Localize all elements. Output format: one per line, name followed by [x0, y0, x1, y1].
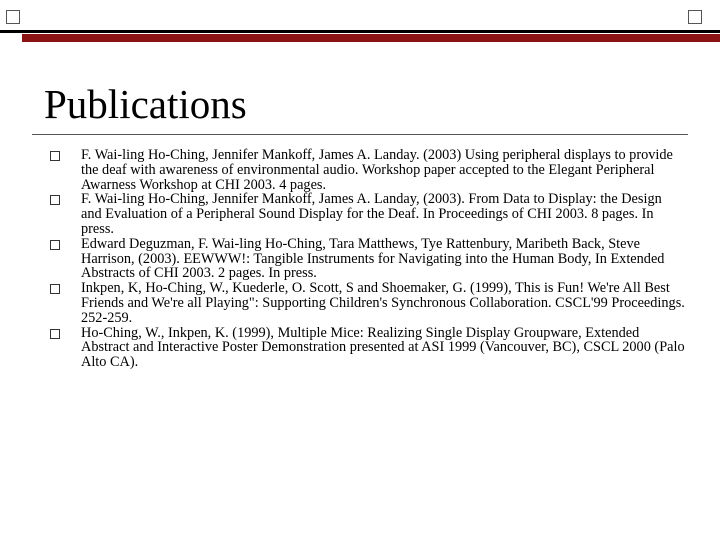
header-band	[0, 0, 720, 44]
accent-bar	[22, 34, 720, 42]
square-bullet-icon	[50, 329, 60, 339]
square-bullet-icon	[50, 240, 60, 250]
square-bullet-icon	[50, 195, 60, 205]
list-item	[0, 237, 685, 281]
list-item	[0, 148, 685, 192]
top-divider-line	[0, 30, 720, 33]
publication-text: Ho-Ching, W., Inkpen, K. (1999), Multiple Mice: Realizing Single Display Groupware, Extended Abstract and Interactive Poster Demonstration presented at ASI 1999 (Vancouver, BC), CSCL 2000 (Palo Alto CA).	[81, 324, 685, 371]
list-item	[0, 281, 685, 325]
slide-title: Publications	[44, 81, 247, 127]
corner-square-icon	[688, 10, 702, 24]
square-bullet-icon	[50, 151, 60, 161]
publication-text: F. Wai-ling Ho-Ching, Jennifer Mankoff, James A. Landay. (2003) Using peripheral displays to provide the deaf with awareness of environmental audio. Workshop paper accepted to the Elegant Peripheral Awarness Workshop at CHI 2003. 4 pages.	[81, 147, 673, 193]
corner-square-icon	[6, 10, 20, 24]
title-divider	[32, 134, 688, 135]
publication-list	[0, 148, 720, 370]
publication-text: Edward Deguzman, F. Wai-ling Ho-Ching, Tara Matthews, Tye Rattenbury, Maribeth Back, Steve Harrison, (2003). EEWWW!: Tangible Instruments for Navigating into the Human Body, In Extended Abstracts of CHI 2003. 2 pages. In press.	[81, 235, 665, 282]
publication-text: F. Wai-ling Ho-Ching, Jennifer Mankoff, James A. Landay, (2003). From Data to Display: the Design and Evaluation of a Peripheral Sound Display for the Deaf. In Proceedings of CHI 2003. 8 pages. In press.	[81, 191, 662, 237]
square-bullet-icon	[50, 284, 60, 294]
list-item	[0, 326, 685, 370]
publication-text: Inkpen, K, Ho-Ching, W., Kuederle, O. Scott, S and Shoemaker, G. (1999), This is Fun! We're All Best Friends and We're all Playing": Supporting Children's Synchronous Collaboration. CSCL'99 Proceedings. 252-259.	[81, 280, 685, 326]
list-item	[0, 192, 685, 236]
